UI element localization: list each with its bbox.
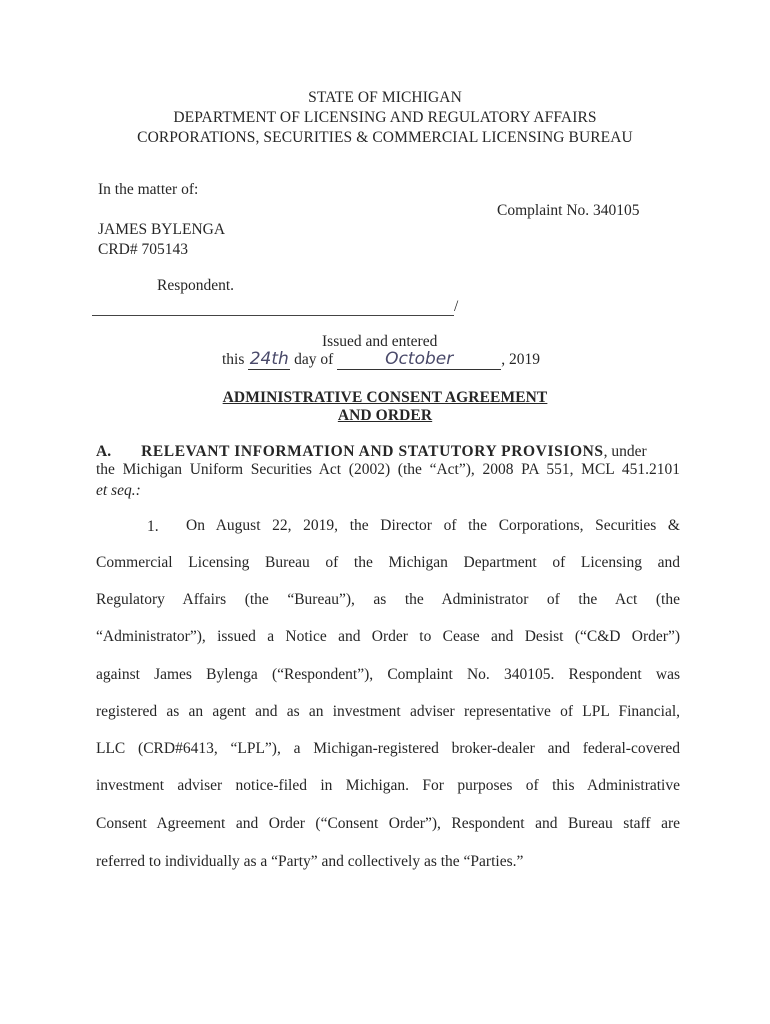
header-department: DEPARTMENT OF LICENSING AND REGULATORY AFFAIRS (173, 109, 597, 126)
paragraph-1-line: Regulatory Affairs (the “Bureau”), as the Administrator of the Act (the (96, 591, 680, 608)
respondent-crd: CRD# 705143 (98, 241, 188, 258)
paragraph-1-line: against James Bylenga (“Respondent”), Complaint No. 340105. Respondent was (96, 666, 680, 683)
paragraph-1-line: LLC (CRD#6413, “LPL”), a Michigan-registered broker-dealer and federal-covered (96, 740, 680, 757)
this-label: this (222, 351, 245, 368)
section-a-tail: , under (603, 443, 647, 460)
section-a-label: A. (96, 443, 112, 460)
title-line2: AND ORDER (337, 407, 433, 424)
section-a-line3: et seq.: (96, 482, 141, 499)
paragraph-1-number: 1. (147, 518, 159, 535)
paragraph-1-line: investment adviser notice-filed in Michigan. For purposes of this Administrative (96, 777, 680, 794)
paragraph-1-line: Commercial Licensing Bureau of the Michigan Department of Licensing and (96, 554, 680, 571)
section-a-heading: RELEVANT INFORMATION AND STATUTORY PROVISIONS (141, 443, 604, 460)
paragraph-1-line: Consent Agreement and Order (“Consent Order”), Respondent and Bureau staff are (96, 815, 680, 832)
paragraph-1-line: “Administrator”), issued a Notice and Order to Cease and Desist (“C&D Order”) (96, 628, 680, 645)
month-blank (337, 350, 501, 370)
title-line1: ADMINISTRATIVE CONSENT AGREEMENT (222, 389, 548, 406)
year-label: , 2019 (501, 351, 540, 368)
in-the-matter-of: In the matter of: (98, 181, 199, 198)
paragraph-1-line: registered as an agent and as an investment adviser representative of LPL Financial, (96, 703, 680, 720)
header-state: STATE OF MICHIGAN (308, 89, 462, 106)
issued-date-line (222, 350, 540, 370)
caption-rule (92, 315, 454, 316)
section-a-line1 (96, 442, 680, 462)
issued-and-entered: Issued and entered (322, 333, 438, 350)
day-handwritten: 24th (249, 349, 289, 369)
caption-slash: / (454, 298, 459, 315)
complaint-number: Complaint No. 340105 (497, 202, 640, 219)
respondent-name: JAMES BYLENGA (98, 221, 226, 238)
paragraph-1-line: On August 22, 2019, the Director of the Corporations, Securities & (186, 517, 680, 534)
header-bureau: CORPORATIONS, SECURITIES & COMMERCIAL LICENSING BUREAU (137, 129, 633, 146)
paragraph-1-line: referred to individually as a “Party” and collectively as the “Parties.” (96, 853, 524, 870)
section-a-line2: the Michigan Uniform Securities Act (2002) (the “Act”), 2008 PA 551, MCL 451.2101 (96, 461, 680, 478)
month-handwritten: October (385, 349, 454, 369)
day-blank (248, 350, 290, 370)
day-of-label: day of (294, 351, 334, 368)
respondent-label: Respondent. (157, 277, 235, 294)
